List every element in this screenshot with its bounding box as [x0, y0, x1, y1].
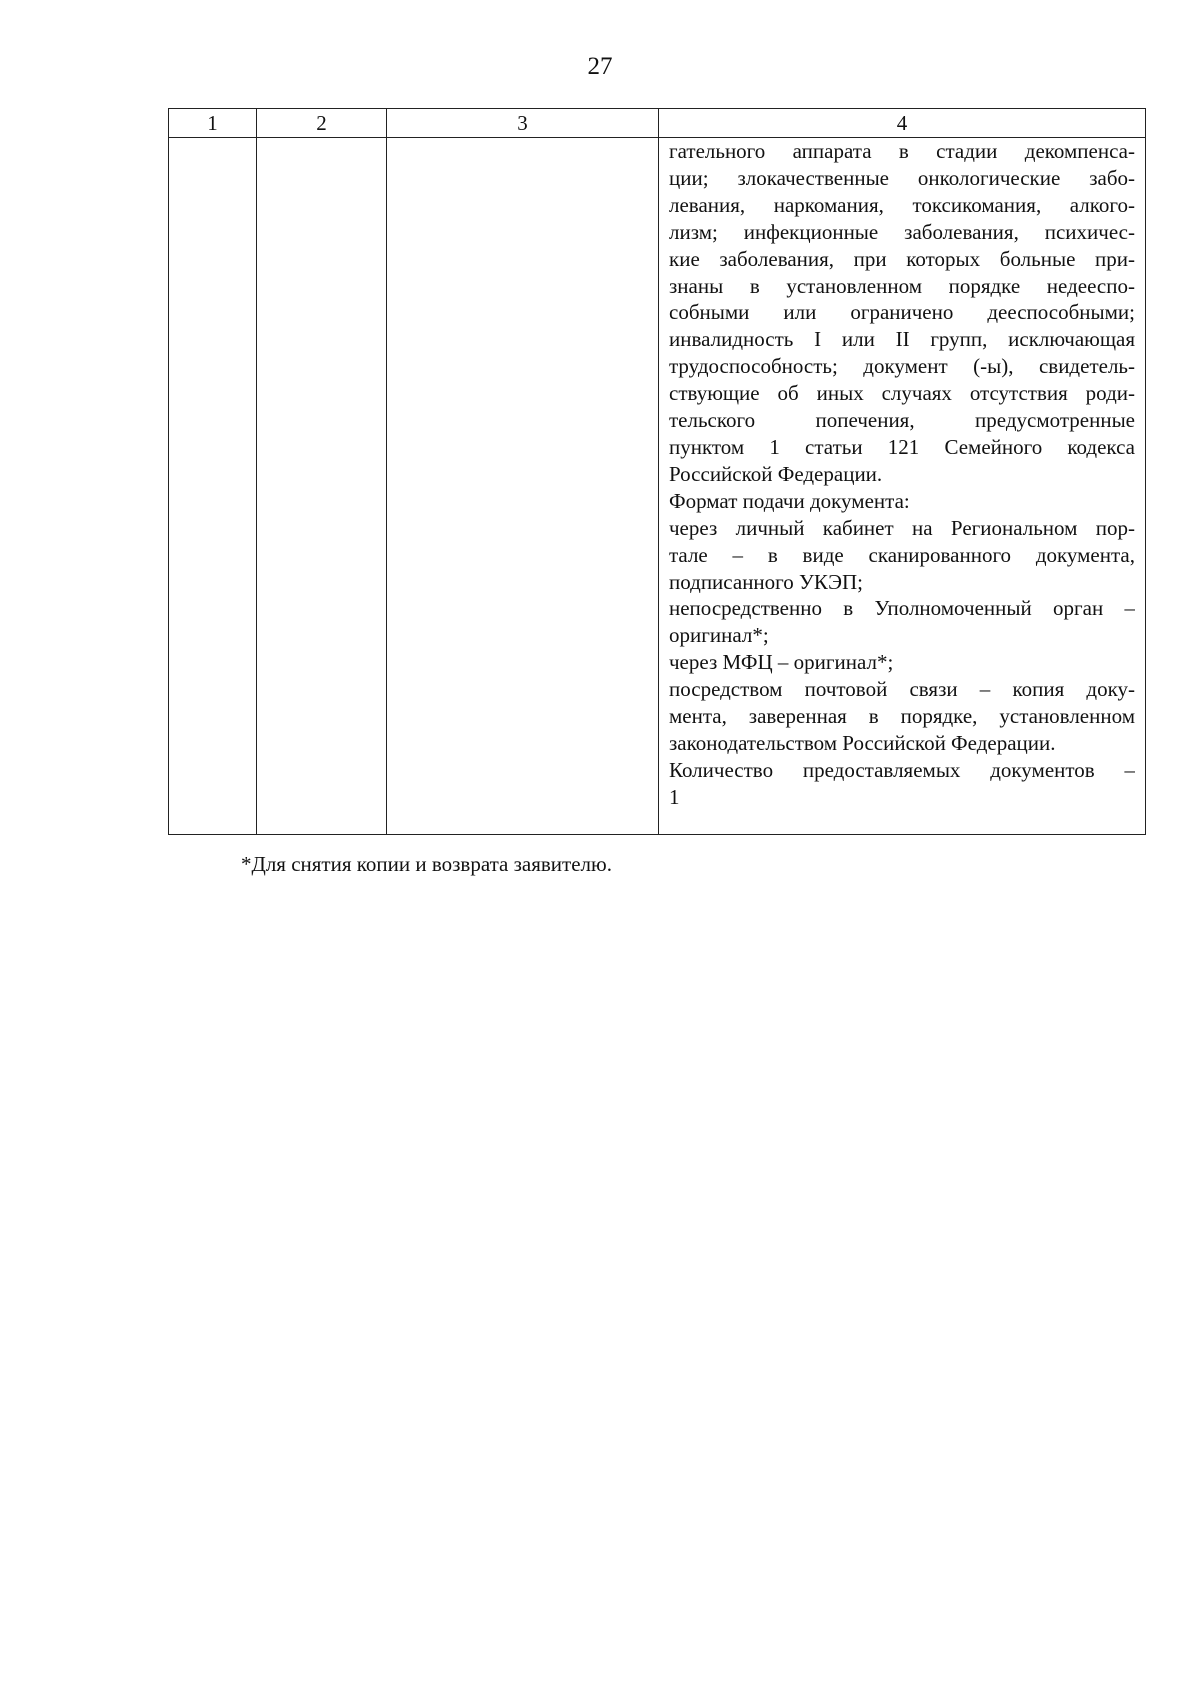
text-line: ции; злокачественные онкологические забо- [669, 165, 1135, 190]
text-line: трудоспособность; документ (-ы), свидетель- [669, 354, 1135, 379]
table-row [169, 138, 1146, 835]
text-line: посредством почтовой связи – копия доку- [669, 677, 1135, 702]
text-line: тельского попечения, предусмотренные [669, 408, 1135, 433]
text-line: собными или ограничено дееспособными; [669, 300, 1135, 325]
column-header-2: 2 [257, 109, 387, 138]
text-line: оригинал*; [669, 623, 769, 648]
text-line: мента, заверенная в порядке, установленном [669, 704, 1135, 729]
text-line: Российской Федерации. [669, 461, 883, 486]
text-line: непосредственно в Уполномоченный орган – [669, 596, 1135, 621]
text-line: через МФЦ – оригинал*; [669, 650, 894, 675]
text-line: через личный кабинет на Региональном пор- [669, 515, 1135, 540]
document-table [168, 108, 1146, 835]
column-header-3: 3 [387, 109, 659, 138]
text-line: 1 [669, 784, 680, 809]
text-line: гательного аппарата в стадии декомпенса- [669, 139, 1135, 163]
cell-col-2 [257, 138, 387, 835]
text-line: левания, наркомания, токсикомания, алкого- [669, 192, 1135, 217]
cell-col-3 [387, 138, 659, 835]
text-line: тале – в виде сканированного документа, [669, 542, 1135, 567]
table-header-row [169, 109, 1146, 138]
text-line: знаны в установленном порядке недееспо- [669, 273, 1135, 298]
text-line: Формат подачи документа: [669, 488, 910, 513]
column-header-1: 1 [169, 109, 257, 138]
text-line: кие заболевания, при которых больные при- [669, 246, 1135, 271]
col-4-text [659, 138, 1145, 834]
text-line: пунктом 1 статьи 121 Семейного кодекса [669, 434, 1135, 459]
cell-col-1 [169, 138, 257, 835]
text-line: лизм; инфекционные заболевания, психичес- [669, 219, 1135, 244]
footnote: *Для снятия копии и возврата заявителю. [241, 852, 612, 876]
text-line: инвалидность I или II групп, исключающая [669, 327, 1135, 352]
text-line: ствующие об иных случаях отсутствия роди- [669, 381, 1135, 406]
column-header-4: 4 [659, 109, 1146, 138]
page-number: 27 [587, 53, 613, 80]
text-line: законодательством Российской Федерации. [669, 730, 1056, 755]
text-line: Количество предоставляемых документов – [669, 757, 1135, 782]
cell-col-4 [659, 138, 1146, 835]
text-line: подписанного УКЭП; [669, 569, 864, 594]
